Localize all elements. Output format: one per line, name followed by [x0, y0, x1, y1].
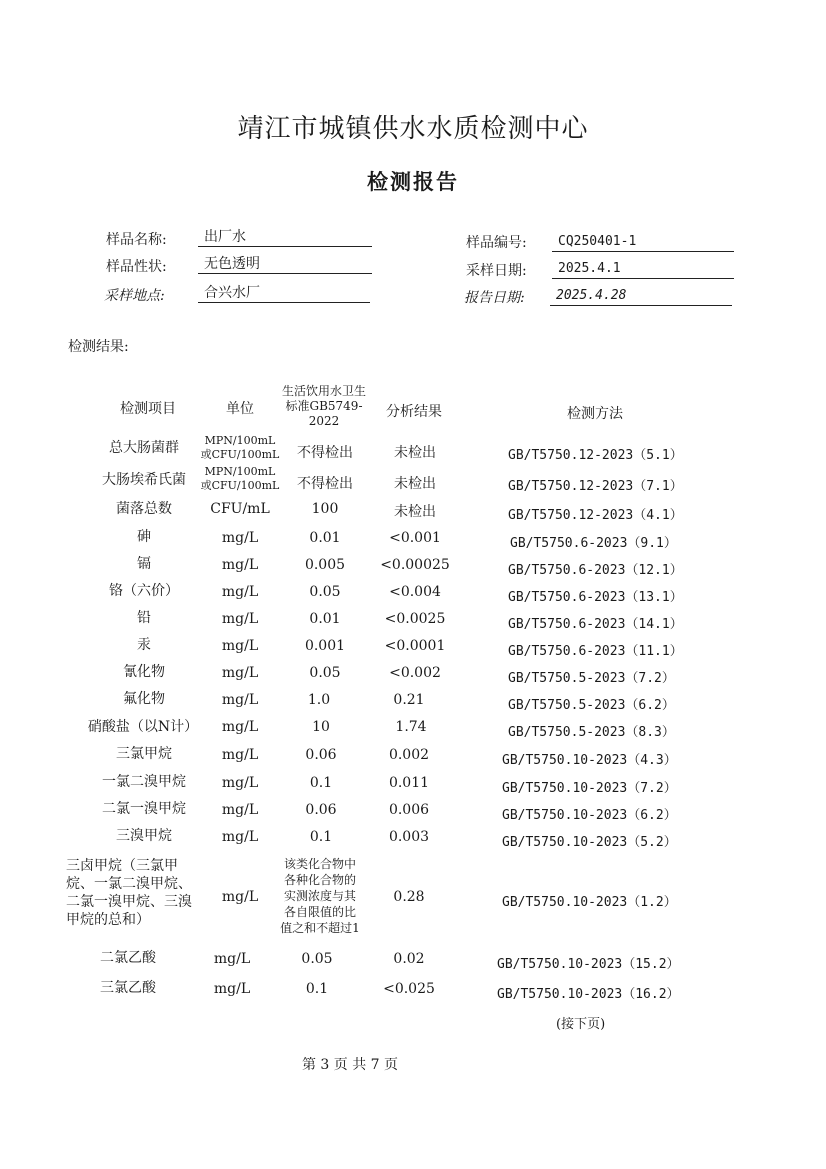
sampling-date-value: 2025.4.1 — [552, 260, 734, 279]
row-standard: 0.06 — [305, 747, 337, 763]
row-standard: 0.01 — [309, 530, 341, 546]
row-result: <0.0001 — [384, 638, 446, 654]
row-result: <0.001 — [389, 530, 441, 546]
row-standard: 不得检出 — [297, 476, 353, 492]
row-result: 0.006 — [388, 802, 430, 818]
sampling-site-value: 合兴水厂 — [198, 284, 370, 303]
row-item: 二氯一溴甲烷 — [102, 801, 186, 817]
row-method: GB/T5750.6-2023（11.1） — [508, 644, 683, 659]
header-result: 分析结果 — [386, 404, 442, 420]
sample-no-value: CQ250401-1 — [552, 233, 734, 252]
sample-no-label: 样品编号: — [466, 235, 527, 251]
row-standard: 0.005 — [304, 557, 346, 573]
row-standard: 0.001 — [304, 638, 346, 654]
row-standard: 0.01 — [309, 611, 341, 627]
row-standard: 0.06 — [305, 802, 337, 818]
row-unit: mg/L — [221, 584, 259, 600]
org-title: 靖江市城镇供水水质检测中心 — [237, 114, 589, 144]
report-date-label: 报告日期: — [464, 290, 525, 306]
header-method: 检测方法 — [567, 406, 623, 422]
row-standard: 1.0 — [307, 692, 331, 708]
row-method: GB/T5750.6-2023（14.1） — [508, 617, 683, 632]
row-method: GB/T5750.10-2023（6.2） — [502, 808, 677, 823]
row-unit: MPN/100mL或CFU/100mL — [200, 465, 280, 492]
row-item: 铅 — [137, 610, 151, 626]
row-result: 0.011 — [388, 775, 430, 791]
row-item: 三卤甲烷（三氯甲烷、一氯二溴甲烷、二氯一溴甲烷、三溴甲烷的总和） — [66, 858, 192, 928]
row-item: 铬（六价） — [109, 583, 179, 599]
row-unit: mg/L — [221, 802, 259, 818]
report-title: 检测报告 — [367, 169, 459, 194]
row-item: 菌落总数 — [116, 501, 172, 517]
report-date-value: 2025.4.28 — [550, 287, 732, 306]
header-item: 检测项目 — [120, 401, 176, 417]
row-result: 0.003 — [388, 829, 430, 845]
row-unit: CFU/mL — [210, 501, 270, 517]
sample-name-value: 出厂水 — [198, 228, 372, 247]
row-standard: 不得检出 — [297, 445, 353, 461]
row-method: GB/T5750.10-2023（1.2） — [502, 895, 677, 910]
row-result: 0.28 — [393, 889, 425, 905]
row-result: 0.21 — [393, 692, 425, 708]
row-item: 大肠埃希氏菌 — [102, 472, 186, 488]
sample-property-label: 样品性状: — [106, 259, 167, 275]
row-item: 镉 — [137, 556, 151, 572]
row-unit: mg/L — [221, 747, 259, 763]
row-method: GB/T5750.5-2023（7.2） — [508, 671, 675, 686]
row-unit: mg/L — [221, 829, 259, 845]
row-result: 未检出 — [394, 445, 436, 461]
row-item: 氟化物 — [123, 691, 165, 707]
row-method: GB/T5750.10-2023（4.3） — [502, 753, 677, 768]
sampling-site-label: 采样地点: — [104, 288, 165, 304]
row-method: GB/T5750.10-2023（5.2） — [502, 835, 677, 850]
row-item: 砷 — [137, 529, 151, 545]
row-result: <0.0025 — [384, 611, 446, 627]
row-result: <0.00025 — [380, 557, 450, 573]
row-unit: mg/L — [221, 611, 259, 627]
row-method: GB/T5750.12-2023（5.1） — [508, 448, 683, 463]
row-result: <0.002 — [389, 665, 441, 681]
row-item: 二氯乙酸 — [100, 950, 156, 966]
row-result: <0.004 — [389, 584, 441, 600]
row-standard: 0.1 — [309, 829, 333, 845]
row-result: 未检出 — [394, 476, 436, 492]
header-unit: 单位 — [226, 401, 254, 417]
row-result: 0.002 — [388, 747, 430, 763]
row-result: 未检出 — [394, 504, 436, 520]
row-unit: mg/L — [221, 638, 259, 654]
continued-note: (接下页) — [556, 1017, 606, 1032]
row-standard: 该类化合物中各种化合物的实测浓度与其各自限值的比值之和不超过1 — [280, 857, 360, 935]
row-standard: 0.05 — [301, 951, 333, 967]
page-number: 第 3 页 共 7 页 — [301, 1057, 399, 1073]
row-method: GB/T5750.5-2023（8.3） — [508, 725, 675, 740]
row-unit: mg/L — [213, 981, 251, 997]
row-standard: 0.1 — [309, 775, 333, 791]
row-standard: 0.1 — [305, 981, 329, 997]
row-unit: mg/L — [221, 889, 259, 905]
row-standard: 0.05 — [309, 665, 341, 681]
row-item: 三溴甲烷 — [116, 828, 172, 844]
row-method: GB/T5750.6-2023（12.1） — [508, 563, 683, 578]
row-standard: 0.05 — [309, 584, 341, 600]
row-unit: mg/L — [221, 719, 259, 735]
row-item: 汞 — [137, 637, 151, 653]
sample-property-value: 无色透明 — [198, 255, 372, 274]
row-unit: mg/L — [213, 951, 251, 967]
row-method: GB/T5750.6-2023（9.1） — [510, 536, 677, 551]
row-result: <0.025 — [383, 981, 435, 997]
row-item: 三氯乙酸 — [100, 980, 156, 996]
sampling-date-label: 采样日期: — [466, 263, 527, 279]
row-unit: MPN/100mL或CFU/100mL — [200, 434, 280, 461]
row-method: GB/T5750.6-2023（13.1） — [508, 590, 683, 605]
row-item: 硝酸盐（以N计） — [87, 719, 199, 735]
row-method: GB/T5750.12-2023（7.1） — [508, 479, 683, 494]
results-label: 检测结果: — [68, 339, 129, 355]
row-item: 总大肠菌群 — [109, 440, 179, 456]
row-method: GB/T5750.10-2023（7.2） — [502, 781, 677, 796]
row-unit: mg/L — [221, 665, 259, 681]
row-item: 一氯二溴甲烷 — [102, 774, 186, 790]
sample-name-label: 样品名称: — [106, 232, 167, 248]
row-method: GB/T5750.12-2023（4.1） — [508, 508, 683, 523]
row-method: GB/T5750.10-2023（15.2） — [497, 957, 680, 972]
row-unit: mg/L — [221, 775, 259, 791]
row-result: 1.74 — [395, 719, 427, 735]
row-unit: mg/L — [221, 557, 259, 573]
row-unit: mg/L — [221, 692, 259, 708]
row-standard: 10 — [312, 719, 330, 735]
row-result: 0.02 — [393, 951, 425, 967]
row-unit: mg/L — [221, 530, 259, 546]
row-item: 氰化物 — [123, 664, 165, 680]
row-method: GB/T5750.5-2023（6.2） — [508, 698, 675, 713]
row-standard: 100 — [311, 501, 339, 517]
row-method: GB/T5750.10-2023（16.2） — [497, 987, 680, 1002]
row-item: 三氯甲烷 — [116, 746, 172, 762]
header-standard: 生活饮用水卫生标准GB5749-2022 — [281, 384, 366, 428]
